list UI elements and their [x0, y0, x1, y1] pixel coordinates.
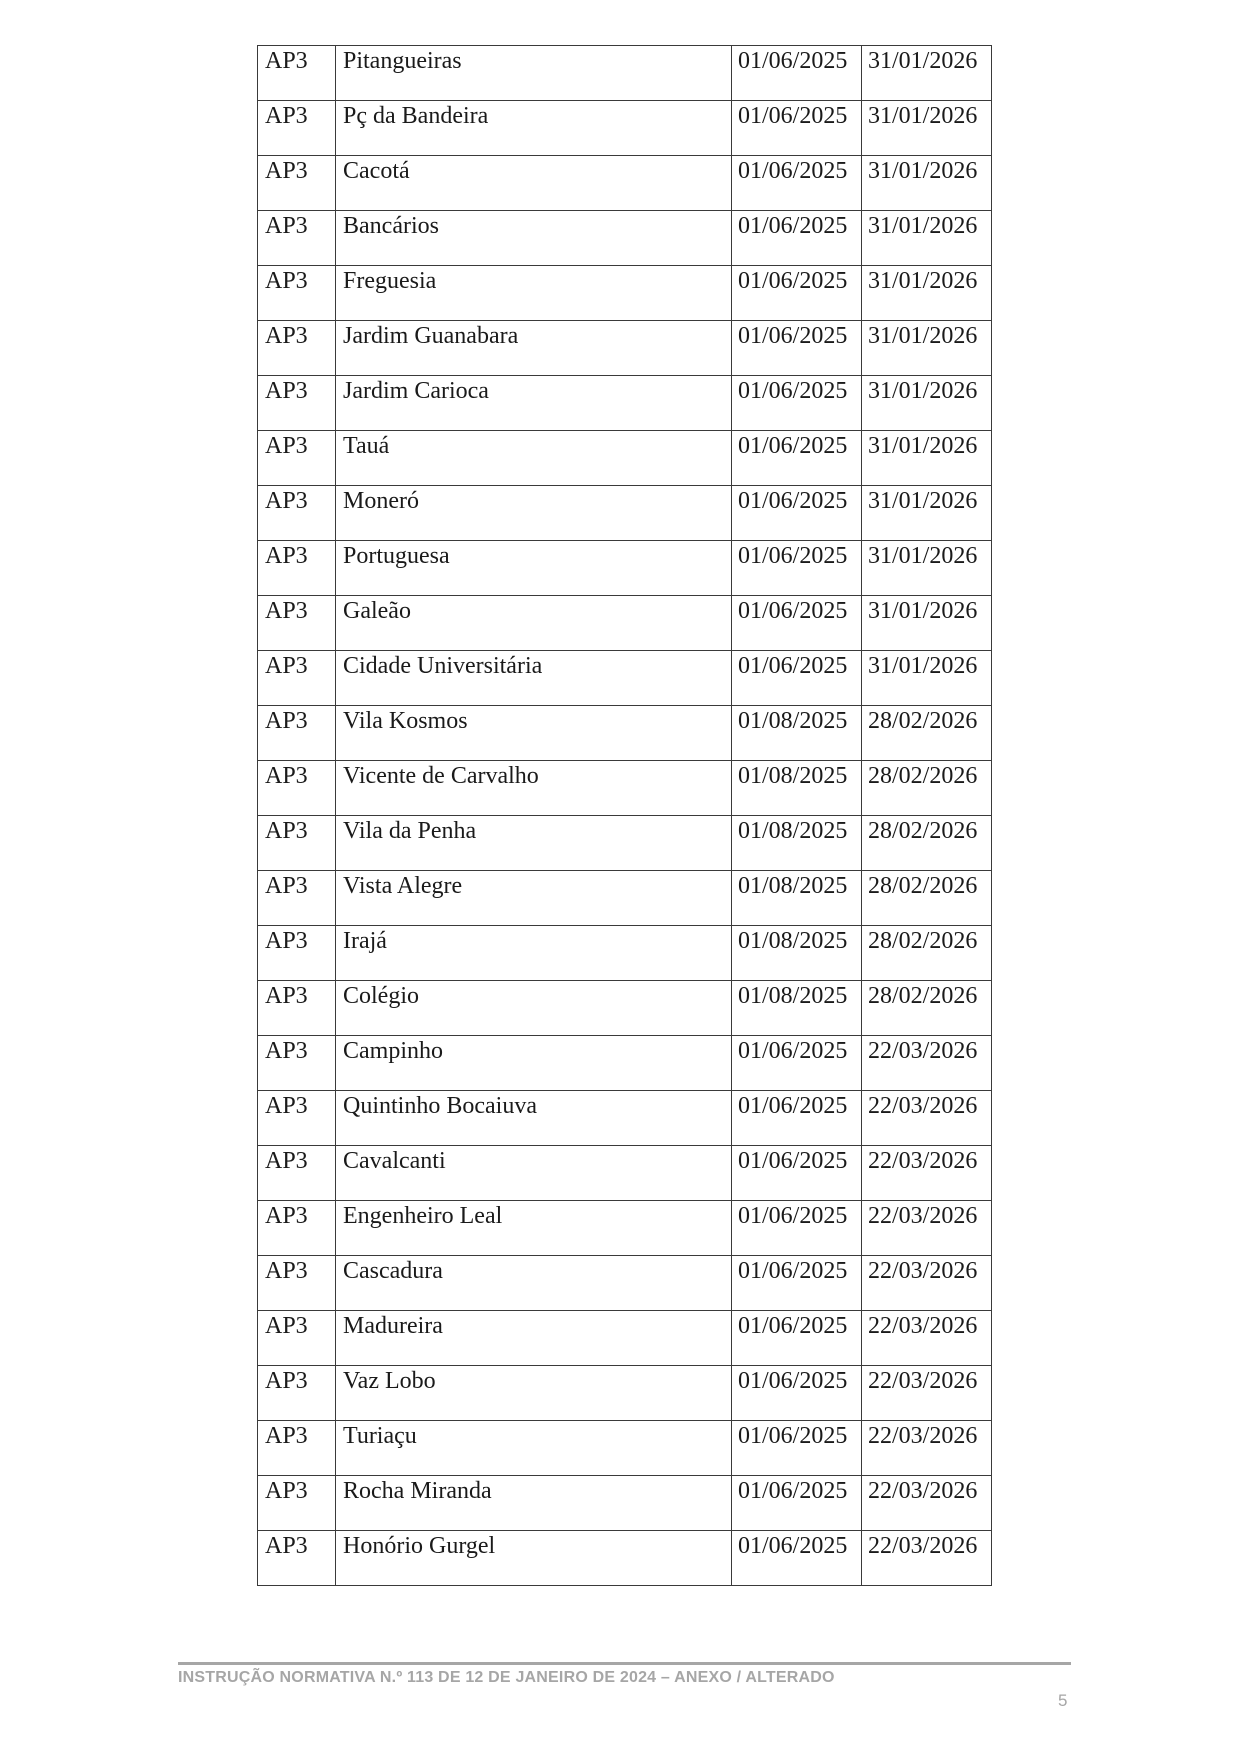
table-row	[258, 266, 992, 321]
neighborhood-cell: Galeão	[336, 596, 732, 651]
neighborhood-cell: Jardim Guanabara	[336, 321, 732, 376]
start-date-cell: 01/08/2025	[732, 761, 862, 816]
table-row	[258, 1476, 992, 1531]
table-row	[258, 1531, 992, 1586]
start-date-cell: 01/06/2025	[732, 1421, 862, 1476]
start-date-cell: 01/08/2025	[732, 816, 862, 871]
table-row	[258, 1366, 992, 1421]
start-date-cell: 01/06/2025	[732, 1146, 862, 1201]
end-date-cell: 31/01/2026	[862, 541, 992, 596]
footer-divider	[178, 1662, 1071, 1665]
neighborhood-cell: Vila da Penha	[336, 816, 732, 871]
end-date-cell: 22/03/2026	[862, 1036, 992, 1091]
neighborhood-cell: Engenheiro Leal	[336, 1201, 732, 1256]
start-date-cell: 01/06/2025	[732, 1476, 862, 1531]
end-date-cell: 22/03/2026	[862, 1476, 992, 1531]
neighborhood-cell: Pç da Bandeira	[336, 101, 732, 156]
neighborhood-cell: Cidade Universitária	[336, 651, 732, 706]
neighborhood-cell: Vila Kosmos	[336, 706, 732, 761]
area-cell: AP3	[258, 926, 336, 981]
area-cell: AP3	[258, 1476, 336, 1531]
table-row	[258, 596, 992, 651]
end-date-cell: 22/03/2026	[862, 1201, 992, 1256]
neighborhood-cell: Vista Alegre	[336, 871, 732, 926]
start-date-cell: 01/08/2025	[732, 981, 862, 1036]
start-date-cell: 01/08/2025	[732, 926, 862, 981]
end-date-cell: 31/01/2026	[862, 46, 992, 101]
start-date-cell: 01/06/2025	[732, 1201, 862, 1256]
end-date-cell: 31/01/2026	[862, 651, 992, 706]
area-cell: AP3	[258, 816, 336, 871]
neighborhood-cell: Portuguesa	[336, 541, 732, 596]
neighborhood-cell: Turiaçu	[336, 1421, 732, 1476]
end-date-cell: 28/02/2026	[862, 981, 992, 1036]
start-date-cell: 01/06/2025	[732, 376, 862, 431]
area-cell: AP3	[258, 486, 336, 541]
start-date-cell: 01/08/2025	[732, 871, 862, 926]
area-cell: AP3	[258, 101, 336, 156]
end-date-cell: 31/01/2026	[862, 101, 992, 156]
end-date-cell: 28/02/2026	[862, 926, 992, 981]
table-row	[258, 1311, 992, 1366]
schedule-table	[257, 45, 992, 1586]
neighborhood-cell: Rocha Miranda	[336, 1476, 732, 1531]
end-date-cell: 31/01/2026	[862, 486, 992, 541]
start-date-cell: 01/06/2025	[732, 46, 862, 101]
table-row	[258, 1201, 992, 1256]
neighborhood-cell: Moneró	[336, 486, 732, 541]
table-row	[258, 1146, 992, 1201]
start-date-cell: 01/06/2025	[732, 1531, 862, 1586]
area-cell: AP3	[258, 1201, 336, 1256]
area-cell: AP3	[258, 596, 336, 651]
start-date-cell: 01/06/2025	[732, 486, 862, 541]
start-date-cell: 01/06/2025	[732, 596, 862, 651]
neighborhood-cell: Freguesia	[336, 266, 732, 321]
area-cell: AP3	[258, 431, 336, 486]
start-date-cell: 01/08/2025	[732, 706, 862, 761]
neighborhood-cell: Honório Gurgel	[336, 1531, 732, 1586]
neighborhood-cell: Bancários	[336, 211, 732, 266]
start-date-cell: 01/06/2025	[732, 1366, 862, 1421]
start-date-cell: 01/06/2025	[732, 1036, 862, 1091]
page-number: 5	[1058, 1691, 1068, 1710]
table-row	[258, 651, 992, 706]
area-cell: AP3	[258, 1146, 336, 1201]
area-cell: AP3	[258, 46, 336, 101]
schedule-table-body	[258, 46, 992, 1586]
table-row	[258, 211, 992, 266]
start-date-cell: 01/06/2025	[732, 156, 862, 211]
table-row	[258, 431, 992, 486]
neighborhood-cell: Vicente de Carvalho	[336, 761, 732, 816]
area-cell: AP3	[258, 1531, 336, 1586]
start-date-cell: 01/06/2025	[732, 321, 862, 376]
start-date-cell: 01/06/2025	[732, 541, 862, 596]
neighborhood-cell: Irajá	[336, 926, 732, 981]
end-date-cell: 22/03/2026	[862, 1311, 992, 1366]
start-date-cell: 01/06/2025	[732, 651, 862, 706]
neighborhood-cell: Quintinho Bocaiuva	[336, 1091, 732, 1146]
table-row	[258, 871, 992, 926]
area-cell: AP3	[258, 1036, 336, 1091]
end-date-cell: 22/03/2026	[862, 1366, 992, 1421]
end-date-cell: 31/01/2026	[862, 156, 992, 211]
end-date-cell: 22/03/2026	[862, 1421, 992, 1476]
neighborhood-cell: Cacotá	[336, 156, 732, 211]
area-cell: AP3	[258, 1256, 336, 1311]
start-date-cell: 01/06/2025	[732, 1091, 862, 1146]
area-cell: AP3	[258, 376, 336, 431]
neighborhood-cell: Vaz Lobo	[336, 1366, 732, 1421]
neighborhood-cell: Jardim Carioca	[336, 376, 732, 431]
table-row	[258, 1091, 992, 1146]
footer-title: INSTRUÇÃO NORMATIVA N.º 113 DE 12 DE JANEIRO DE 2024 – ANEXO / ALTERADO	[178, 1669, 835, 1686]
table-row	[258, 541, 992, 596]
end-date-cell: 31/01/2026	[862, 211, 992, 266]
table-row	[258, 926, 992, 981]
end-date-cell: 28/02/2026	[862, 871, 992, 926]
area-cell: AP3	[258, 981, 336, 1036]
table-row	[258, 101, 992, 156]
area-cell: AP3	[258, 1091, 336, 1146]
end-date-cell: 28/02/2026	[862, 761, 992, 816]
end-date-cell: 22/03/2026	[862, 1146, 992, 1201]
start-date-cell: 01/06/2025	[732, 101, 862, 156]
neighborhood-cell: Campinho	[336, 1036, 732, 1091]
table-row	[258, 981, 992, 1036]
neighborhood-cell: Pitangueiras	[336, 46, 732, 101]
end-date-cell: 22/03/2026	[862, 1256, 992, 1311]
area-cell: AP3	[258, 211, 336, 266]
neighborhood-cell: Cascadura	[336, 1256, 732, 1311]
area-cell: AP3	[258, 871, 336, 926]
area-cell: AP3	[258, 761, 336, 816]
table-row	[258, 376, 992, 431]
end-date-cell: 31/01/2026	[862, 321, 992, 376]
start-date-cell: 01/06/2025	[732, 1311, 862, 1366]
table-row	[258, 1421, 992, 1476]
area-cell: AP3	[258, 1366, 336, 1421]
start-date-cell: 01/06/2025	[732, 431, 862, 486]
table-row	[258, 486, 992, 541]
area-cell: AP3	[258, 541, 336, 596]
area-cell: AP3	[258, 706, 336, 761]
area-cell: AP3	[258, 321, 336, 376]
neighborhood-cell: Cavalcanti	[336, 1146, 732, 1201]
table-row	[258, 706, 992, 761]
area-cell: AP3	[258, 651, 336, 706]
end-date-cell: 28/02/2026	[862, 706, 992, 761]
end-date-cell: 22/03/2026	[862, 1531, 992, 1586]
neighborhood-cell: Colégio	[336, 981, 732, 1036]
area-cell: AP3	[258, 1421, 336, 1476]
end-date-cell: 31/01/2026	[862, 376, 992, 431]
table-row	[258, 46, 992, 101]
end-date-cell: 31/01/2026	[862, 266, 992, 321]
area-cell: AP3	[258, 156, 336, 211]
start-date-cell: 01/06/2025	[732, 211, 862, 266]
neighborhood-cell: Tauá	[336, 431, 732, 486]
area-cell: AP3	[258, 1311, 336, 1366]
table-row	[258, 321, 992, 376]
end-date-cell: 28/02/2026	[862, 816, 992, 871]
area-cell: AP3	[258, 266, 336, 321]
table-row	[258, 1036, 992, 1091]
start-date-cell: 01/06/2025	[732, 266, 862, 321]
table-row	[258, 761, 992, 816]
start-date-cell: 01/06/2025	[732, 1256, 862, 1311]
end-date-cell: 22/03/2026	[862, 1091, 992, 1146]
table-row	[258, 1256, 992, 1311]
table-row	[258, 156, 992, 211]
end-date-cell: 31/01/2026	[862, 596, 992, 651]
table-row	[258, 816, 992, 871]
end-date-cell: 31/01/2026	[862, 431, 992, 486]
neighborhood-cell: Madureira	[336, 1311, 732, 1366]
